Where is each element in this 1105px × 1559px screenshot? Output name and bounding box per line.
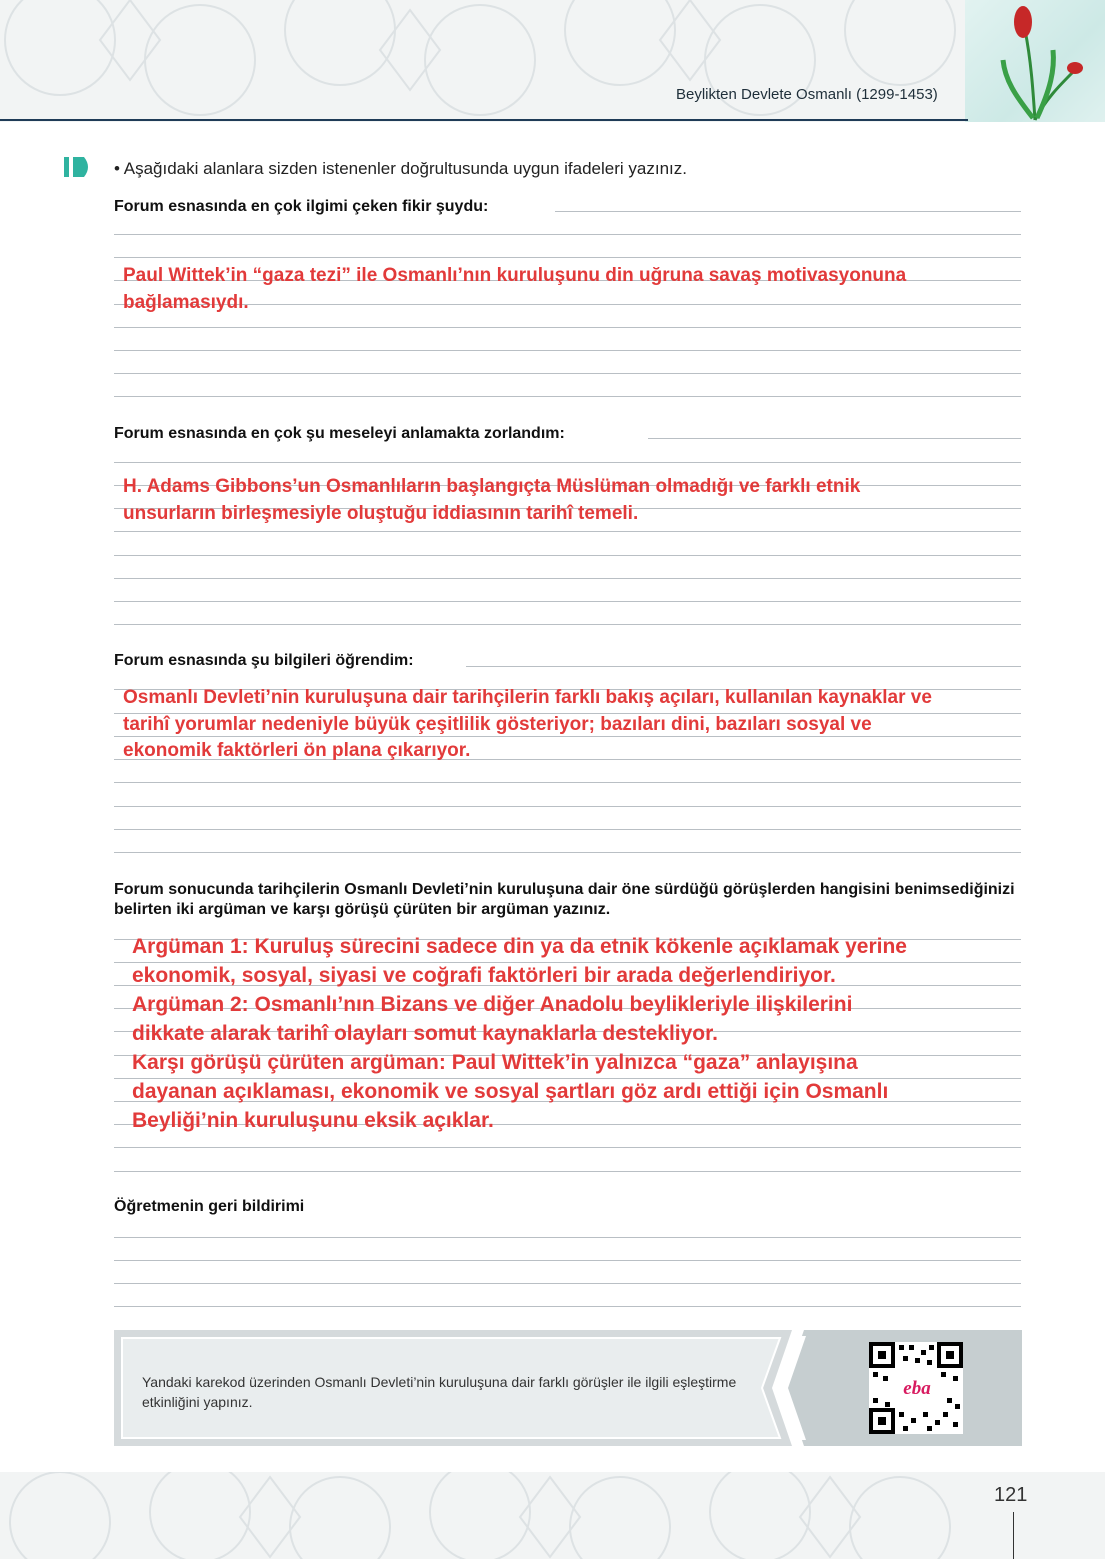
writing-line: [114, 531, 1021, 532]
answer-1-line-2: bağlamasıydı.: [123, 292, 249, 313]
writing-line: [114, 555, 1021, 556]
answer-4-line-1: Argüman 1: Kuruluş sürecini sadece din ya da etnik kökenle açıklamak yerine: [132, 935, 907, 958]
writing-line: [555, 211, 1021, 212]
page-number: 121: [994, 1484, 1028, 1506]
writing-line: [114, 373, 1021, 374]
writing-line: [114, 624, 1021, 625]
answer-4-line-3: Argüman 2: Osmanlı’nın Bizans ve diğer Anadolu beylikleriyle ilişkilerini: [132, 993, 853, 1016]
header-ornament-pattern: [0, 0, 965, 122]
instruction-text: • Aşağıdaki alanlara sizden istenenler doğrultusunda uygun ifadeleri yazınız.: [114, 159, 687, 178]
question-label-2: Forum esnasında en çok şu meseleyi anlamakta zorlandım:: [114, 425, 565, 442]
writing-line: [114, 578, 1021, 579]
writing-line: [114, 829, 1021, 830]
answer-3-line-3: ekonomik faktörleri ön plana çıkarıyor.: [123, 740, 471, 761]
answer-4-line-5: Karşı görüşü çürüten argüman: Paul Wittek’in yalnızca “gaza” anlayışına: [132, 1051, 858, 1074]
writing-line: [114, 1306, 1021, 1307]
writing-line: [114, 1171, 1021, 1172]
writing-line: [114, 806, 1021, 807]
answer-3-line-1: Osmanlı Devleti’nin kuruluşuna dair tarihçilerin farklı bakış açıları, kullanılan kaynaklar ve: [123, 687, 932, 708]
question-label-4: Forum sonucunda tarihçilerin Osmanlı Devleti’nin kuruluşuna dair öne sürdüğü görüşlerden hangisini benimsediğinizi belirten iki argüman ve karşı görüşü çürüten bir argüman yazınız.: [114, 881, 1015, 918]
writing-line: [114, 1147, 1021, 1148]
writing-line: [114, 304, 1021, 305]
footer-ornament-pattern: [0, 1472, 1105, 1559]
answer-2-line-2: unsurların birleşmesiyle oluştuğu iddiasının tarihî temeli.: [123, 503, 639, 524]
answer-4-line-2: ekonomik, sosyal, siyasi ve coğrafi faktörleri bir arada değerlendiriyor.: [132, 964, 836, 987]
writing-line: [114, 327, 1021, 328]
writing-line: [114, 852, 1021, 853]
answer-4-line-4: dikkate alarak tarihî olayları somut kaynaklarla destekliyor.: [132, 1022, 718, 1045]
qr-instruction-text: Yandaki karekod üzerinden Osmanlı Devleti’nin kuruluşuna dair farklı görüşler ile ilgili eşleştirme etkinliğini yapınız.: [142, 1374, 737, 1410]
tulip-illustration: [965, 0, 1105, 122]
writing-line: [114, 257, 1021, 258]
question-label-3: Forum esnasında şu bilgileri öğrendim:: [114, 652, 414, 669]
writing-line: [466, 666, 1021, 667]
writing-line: [648, 438, 1021, 439]
question-label-1: Forum esnasında en çok ilgimi çeken fikir şuydu:: [114, 198, 489, 215]
page-number-marker: [1013, 1512, 1014, 1559]
answer-2-line-1: H. Adams Gibbons’un Osmanlıların başlangıçta Müslüman olmadığı ve farklı etnik: [123, 476, 861, 497]
header-divider: [0, 119, 968, 121]
writing-line: [114, 601, 1021, 602]
writing-line: [114, 234, 1021, 235]
header-title: Beylikten Devlete Osmanlı (1299-1453): [676, 86, 938, 103]
writing-line: [114, 350, 1021, 351]
writing-line: [114, 396, 1021, 397]
writing-line: [114, 782, 1021, 783]
writing-line: [114, 1283, 1021, 1284]
eba-logo: eba: [903, 1378, 931, 1399]
answer-1-line-1: Paul Wittek’in “gaza tezi” ile Osmanlı’nın kuruluşunu din uğruna savaş motivasyonuna: [123, 265, 907, 286]
answer-3-line-2: tarihî yorumlar nedeniyle büyük çeşitlilik gösteriyor; bazıları dini, bazıları sosyal ve: [123, 714, 872, 735]
qr-code[interactable]: [869, 1342, 963, 1434]
writing-line: [114, 1260, 1021, 1261]
writing-line: [114, 462, 1021, 463]
answer-4-line-6: dayanan açıklaması, ekonomik ve sosyal şartları göz ardı ettiği için Osmanlı: [132, 1080, 889, 1103]
writing-line: [114, 1237, 1021, 1238]
activity-marker-icon: [64, 156, 94, 178]
question-label-5: Öğretmenin geri bildirimi: [114, 1198, 305, 1215]
answer-4-line-7: Beyliği’nin kuruluşunu eksik açıklar.: [132, 1109, 494, 1132]
